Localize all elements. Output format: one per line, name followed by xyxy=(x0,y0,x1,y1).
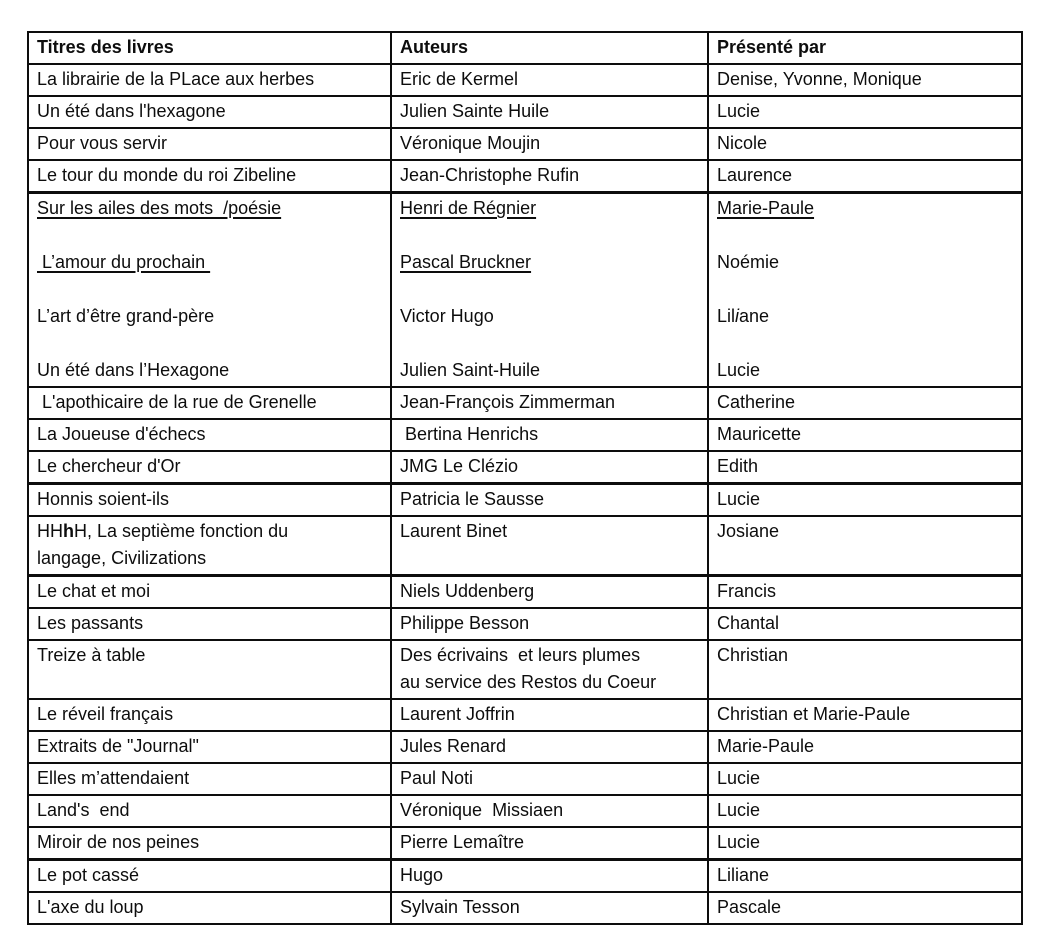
table-cell xyxy=(391,193,708,388)
text-segment: L’amour du prochain xyxy=(37,252,211,272)
text-segment: Honnis soient-ils xyxy=(37,489,170,509)
text-segment: Marie-Paule xyxy=(717,198,815,218)
table-cell xyxy=(391,128,708,160)
text-segment: Lucie xyxy=(717,768,761,788)
text-segment: Lucie xyxy=(717,800,761,820)
text-segment: Miroir de nos peines xyxy=(37,832,200,852)
table-row xyxy=(28,699,1022,731)
table-cell xyxy=(708,763,1022,795)
cell-line xyxy=(717,578,1013,605)
cell-line xyxy=(400,610,699,637)
table-cell xyxy=(391,731,708,763)
table-cell xyxy=(391,451,708,484)
table-row xyxy=(28,451,1022,484)
cell-line xyxy=(717,98,1013,125)
cell-line xyxy=(37,34,382,61)
cell-line xyxy=(37,330,382,357)
table-cell xyxy=(28,516,391,576)
table-row xyxy=(28,64,1022,96)
text-segment: Victor Hugo xyxy=(400,306,494,326)
table-cell xyxy=(28,827,391,860)
text-segment: Le tour du monde du roi Zibeline xyxy=(37,165,297,185)
cell-line xyxy=(37,421,382,448)
text-segment: Henri de Régnier xyxy=(400,198,537,218)
text-segment: Treize à table xyxy=(37,645,146,665)
table-cell xyxy=(28,419,391,451)
cell-line xyxy=(37,765,382,792)
cell-line xyxy=(400,130,699,157)
table-cell xyxy=(708,827,1022,860)
table-cell xyxy=(28,193,391,388)
text-segment: Le chat et moi xyxy=(37,581,151,601)
table-cell xyxy=(391,576,708,609)
table-row xyxy=(28,419,1022,451)
cell-line xyxy=(400,421,699,448)
cell-line xyxy=(717,421,1013,448)
cell-line xyxy=(37,222,382,249)
text-segment: Véronique Moujin xyxy=(400,133,541,153)
table-row xyxy=(28,608,1022,640)
cell-line xyxy=(400,98,699,125)
table-cell xyxy=(28,608,391,640)
table-cell xyxy=(28,795,391,827)
cell-line xyxy=(400,797,699,824)
text-segment: Christian et Marie-Paule xyxy=(717,704,911,724)
cell-line xyxy=(717,130,1013,157)
table-cell xyxy=(391,827,708,860)
cell-line xyxy=(717,330,1013,357)
text-segment: Elles m’attendaient xyxy=(37,768,190,788)
text-segment: Extraits de "Journal" xyxy=(37,736,199,756)
text-segment: La Joueuse d'échecs xyxy=(37,424,206,444)
text-segment: Sur les ailes des mots /poésie xyxy=(37,198,282,218)
text-segment: Lucie xyxy=(717,101,761,121)
table-row xyxy=(28,160,1022,193)
table-cell xyxy=(28,160,391,193)
cell-line xyxy=(37,578,382,605)
table-cell xyxy=(28,96,391,128)
table-cell xyxy=(391,795,708,827)
table-cell xyxy=(391,516,708,576)
cell-line xyxy=(400,195,699,222)
table-cell xyxy=(391,608,708,640)
table-cell xyxy=(708,64,1022,96)
table-row xyxy=(28,576,1022,609)
cell-line xyxy=(400,330,699,357)
text-segment: Land's end xyxy=(37,800,130,820)
text-segment: Laurent Binet xyxy=(400,521,508,541)
cell-line xyxy=(400,829,699,856)
cell-line xyxy=(37,610,382,637)
text-segment: Niels Uddenberg xyxy=(400,581,535,601)
cell-line xyxy=(37,486,382,513)
text-segment: Chantal xyxy=(717,613,780,633)
table-cell xyxy=(708,699,1022,731)
cell-line xyxy=(37,453,382,480)
cell-line xyxy=(37,642,382,669)
table-cell xyxy=(708,451,1022,484)
cell-line xyxy=(717,486,1013,513)
cell-line xyxy=(37,357,382,384)
cell-line xyxy=(400,765,699,792)
text-segment: Pascale xyxy=(717,897,782,917)
text-segment: Pierre Lemaître xyxy=(400,832,525,852)
text-segment: Un été dans l'hexagone xyxy=(37,101,226,121)
text-segment: Mauricette xyxy=(717,424,802,444)
books-table xyxy=(27,31,1023,925)
text-segment: Laurent Joffrin xyxy=(400,704,515,724)
text-segment: Paul Noti xyxy=(400,768,474,788)
cell-line xyxy=(717,797,1013,824)
cell-line xyxy=(717,701,1013,728)
text-segment: Noémie xyxy=(717,252,780,272)
cell-line xyxy=(400,894,699,921)
table-cell xyxy=(391,860,708,893)
text-segment: Un été dans l’Hexagone xyxy=(37,360,230,380)
cell-line xyxy=(717,765,1013,792)
table-cell xyxy=(28,64,391,96)
cell-line xyxy=(717,518,1013,545)
text-segment: Josiane xyxy=(717,521,780,541)
cell-line xyxy=(400,162,699,189)
text-segment: Julien Sainte Huile xyxy=(400,101,550,121)
table-cell xyxy=(28,699,391,731)
cell-line xyxy=(37,545,382,572)
table-cell xyxy=(708,160,1022,193)
table-cell xyxy=(391,96,708,128)
text-segment: Lil xyxy=(717,306,736,326)
column-header xyxy=(391,32,708,64)
cell-line xyxy=(400,249,699,276)
table-row xyxy=(28,96,1022,128)
table-row xyxy=(28,860,1022,893)
text-segment: Laurence xyxy=(717,165,793,185)
text-segment: Eric de Kermel xyxy=(400,69,519,89)
text-segment: h xyxy=(63,521,74,541)
table-row xyxy=(28,827,1022,860)
text-segment: Philippe Besson xyxy=(400,613,530,633)
cell-line xyxy=(717,610,1013,637)
cell-line xyxy=(400,701,699,728)
table-cell xyxy=(708,193,1022,388)
text-segment: Edith xyxy=(717,456,759,476)
table-header-row xyxy=(28,32,1022,64)
table-cell xyxy=(28,892,391,924)
table-cell xyxy=(708,731,1022,763)
text-segment: Des écrivains et leurs plumes xyxy=(400,645,641,665)
cell-line xyxy=(400,862,699,889)
cell-line xyxy=(37,98,382,125)
cell-line xyxy=(37,518,382,545)
text-segment: Julien Saint-Huile xyxy=(400,360,541,380)
cell-line xyxy=(37,276,382,303)
text-segment: langage, Civilizations xyxy=(37,548,207,568)
cell-line xyxy=(717,222,1013,249)
cell-line xyxy=(400,357,699,384)
cell-line xyxy=(717,34,1013,61)
text-segment: Lucie xyxy=(717,832,761,852)
table-row xyxy=(28,892,1022,924)
table-cell xyxy=(391,160,708,193)
cell-line xyxy=(717,733,1013,760)
cell-line xyxy=(400,276,699,303)
text-segment: Pascal Bruckner xyxy=(400,252,532,272)
table-row xyxy=(28,193,1022,388)
text-segment: ane xyxy=(739,306,770,326)
table-row xyxy=(28,763,1022,795)
cell-line xyxy=(717,642,1013,669)
table-cell xyxy=(391,484,708,517)
cell-line xyxy=(717,357,1013,384)
cell-line xyxy=(717,389,1013,416)
cell-line xyxy=(37,894,382,921)
cell-line xyxy=(37,130,382,157)
cell-line xyxy=(37,389,382,416)
text-segment: Denise, Yvonne, Monique xyxy=(717,69,922,89)
text-segment: Catherine xyxy=(717,392,796,412)
text-segment: Christian xyxy=(717,645,789,665)
text-segment: Pour vous servir xyxy=(37,133,168,153)
cell-line xyxy=(400,34,699,61)
table-cell xyxy=(28,731,391,763)
table-row xyxy=(28,640,1022,699)
table-cell xyxy=(391,419,708,451)
cell-line xyxy=(37,701,382,728)
cell-line xyxy=(37,862,382,889)
table-cell xyxy=(708,640,1022,699)
table-cell xyxy=(391,387,708,419)
text-segment: Sylvain Tesson xyxy=(400,897,520,917)
cell-line xyxy=(400,303,699,330)
table-row xyxy=(28,795,1022,827)
cell-line xyxy=(717,862,1013,889)
cell-line xyxy=(400,66,699,93)
cell-line xyxy=(717,162,1013,189)
cell-line xyxy=(717,249,1013,276)
table-cell xyxy=(708,387,1022,419)
cell-line xyxy=(37,162,382,189)
table-cell xyxy=(28,763,391,795)
cell-line xyxy=(37,829,382,856)
text-segment: Le chercheur d'Or xyxy=(37,456,181,476)
text-segment: L’art d’être grand-père xyxy=(37,306,215,326)
table-cell xyxy=(28,451,391,484)
table-cell xyxy=(708,860,1022,893)
text-segment: HH xyxy=(37,521,63,541)
cell-line xyxy=(400,453,699,480)
table-cell xyxy=(708,892,1022,924)
cell-line xyxy=(400,486,699,513)
cell-line xyxy=(400,669,699,696)
cell-line xyxy=(717,303,1013,330)
table-row xyxy=(28,387,1022,419)
cell-line xyxy=(400,222,699,249)
text-segment: La librairie de la PLace aux herbes xyxy=(37,69,315,89)
text-segment: Bertina Henrichs xyxy=(400,424,539,444)
text-segment: Jean-Christophe Rufin xyxy=(400,165,580,185)
text-segment: Marie-Paule xyxy=(717,736,815,756)
text-segment: JMG Le Clézio xyxy=(400,456,519,476)
cell-line xyxy=(37,66,382,93)
text-segment: L'axe du loup xyxy=(37,897,144,917)
table-cell xyxy=(708,516,1022,576)
cell-line xyxy=(400,578,699,605)
table-cell xyxy=(28,576,391,609)
cell-line xyxy=(717,453,1013,480)
table-cell xyxy=(28,640,391,699)
text-segment: Nicole xyxy=(717,133,768,153)
table-cell xyxy=(28,860,391,893)
cell-line xyxy=(717,829,1013,856)
cell-line xyxy=(37,303,382,330)
table-cell xyxy=(28,128,391,160)
table-cell xyxy=(708,128,1022,160)
text-segment: au service des Restos du Coeur xyxy=(400,672,657,692)
text-segment: Jean-François Zimmerman xyxy=(400,392,616,412)
text-segment: Le pot cassé xyxy=(37,865,140,885)
cell-line xyxy=(717,894,1013,921)
text-segment: Auteurs xyxy=(400,37,469,57)
text-segment: Hugo xyxy=(400,865,444,885)
cell-line xyxy=(400,518,699,545)
table-cell xyxy=(391,892,708,924)
table-row xyxy=(28,128,1022,160)
table-cell xyxy=(708,576,1022,609)
text-segment: H, La septième fonction du xyxy=(74,521,289,541)
text-segment: Patricia le Sausse xyxy=(400,489,545,509)
cell-line xyxy=(37,195,382,222)
cell-line xyxy=(37,733,382,760)
text-segment: Le réveil français xyxy=(37,704,174,724)
table-cell xyxy=(708,419,1022,451)
cell-line xyxy=(400,733,699,760)
cell-line xyxy=(400,642,699,669)
table-cell xyxy=(391,640,708,699)
text-segment: Liliane xyxy=(717,865,770,885)
text-segment: Les passants xyxy=(37,613,144,633)
table-cell xyxy=(708,484,1022,517)
text-segment: Lucie xyxy=(717,360,761,380)
table-cell xyxy=(391,763,708,795)
table-row xyxy=(28,484,1022,517)
text-segment: Titres des livres xyxy=(37,37,174,57)
text-segment: Véronique Missiaen xyxy=(400,800,564,820)
text-segment: Lucie xyxy=(717,489,761,509)
text-segment: Jules Renard xyxy=(400,736,507,756)
text-segment: i xyxy=(735,306,740,326)
table-row xyxy=(28,516,1022,576)
cell-line xyxy=(400,389,699,416)
table-cell xyxy=(708,608,1022,640)
text-segment: Francis xyxy=(717,581,777,601)
table-cell xyxy=(391,64,708,96)
table-cell xyxy=(391,699,708,731)
cell-line xyxy=(717,276,1013,303)
column-header xyxy=(28,32,391,64)
cell-line xyxy=(717,66,1013,93)
table-body xyxy=(28,64,1022,924)
cell-line xyxy=(37,249,382,276)
text-segment: L'apothicaire de la rue de Grenelle xyxy=(37,392,317,412)
text-segment: Présenté par xyxy=(717,37,827,57)
column-header xyxy=(708,32,1022,64)
table-cell xyxy=(28,387,391,419)
cell-line xyxy=(37,797,382,824)
table-row xyxy=(28,731,1022,763)
table-cell xyxy=(28,484,391,517)
cell-line xyxy=(717,195,1013,222)
table-cell xyxy=(708,96,1022,128)
table-cell xyxy=(708,795,1022,827)
